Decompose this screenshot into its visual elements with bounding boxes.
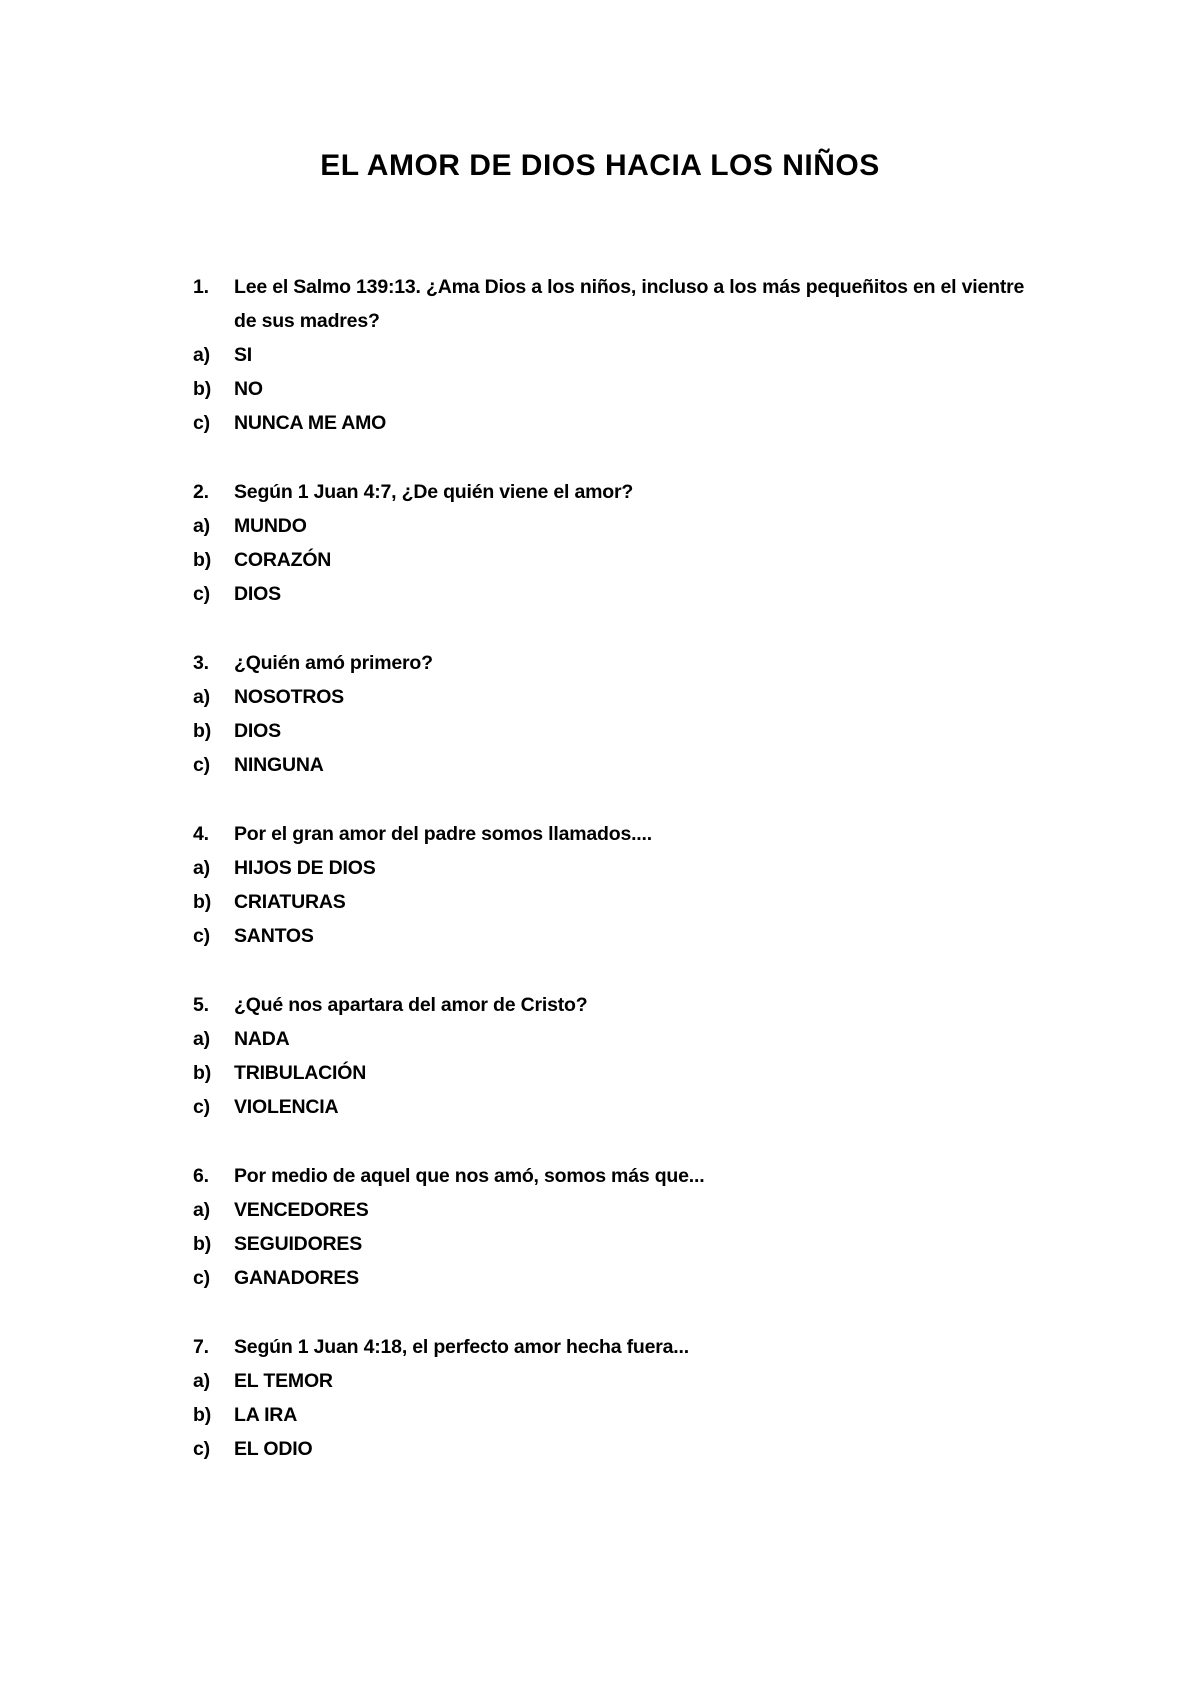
- option-line: [193, 919, 1050, 953]
- question-number: 1.: [193, 276, 209, 298]
- question-list: [0, 270, 1200, 1466]
- option-text: SANTOS: [234, 925, 314, 947]
- question-text: Por el gran amor del padre somos llamados....: [234, 823, 652, 845]
- question-text: Por medio de aquel que nos amó, somos más que...: [234, 1165, 705, 1187]
- question-block-4: [193, 817, 1050, 953]
- option-text: CORAZÓN: [234, 549, 332, 571]
- question-text: ¿Qué nos apartara del amor de Cristo?: [234, 994, 588, 1016]
- question-number: 5.: [193, 994, 209, 1016]
- option-text: NOSOTROS: [234, 686, 344, 708]
- question-block-3: [193, 646, 1050, 782]
- option-letter: b): [193, 720, 212, 742]
- question-line: [193, 817, 1050, 851]
- option-line: [193, 714, 1050, 748]
- option-text: NO: [234, 378, 263, 400]
- question-line: [193, 270, 1050, 338]
- question-number: 7.: [193, 1336, 209, 1358]
- option-line: [193, 1022, 1050, 1056]
- question-line: [193, 646, 1050, 680]
- question-block-6: [193, 1159, 1050, 1295]
- option-letter: c): [193, 412, 210, 434]
- question-number: 4.: [193, 823, 209, 845]
- option-line: [193, 1056, 1050, 1090]
- option-letter: b): [193, 1233, 212, 1255]
- question-text: Lee el Salmo 139:13. ¿Ama Dios a los niños, incluso a los más pequeñitos en el vientre de sus madres?: [234, 276, 1025, 332]
- option-letter: a): [193, 344, 210, 366]
- option-letter: a): [193, 1199, 210, 1221]
- option-text: NUNCA ME AMO: [234, 412, 387, 434]
- option-text: SI: [234, 344, 253, 366]
- option-text: TRIBULACIÓN: [234, 1062, 367, 1084]
- option-text: LA IRA: [234, 1404, 298, 1426]
- option-text: GANADORES: [234, 1267, 359, 1289]
- option-text: CRIATURAS: [234, 891, 346, 913]
- option-line: [193, 543, 1050, 577]
- question-number: 6.: [193, 1165, 209, 1187]
- option-line: [193, 509, 1050, 543]
- question-text: ¿Quién amó primero?: [234, 652, 433, 674]
- option-text: HIJOS DE DIOS: [234, 857, 376, 879]
- option-letter: b): [193, 891, 212, 913]
- option-letter: c): [193, 1438, 210, 1460]
- question-block-2: [193, 475, 1050, 611]
- option-line: [193, 885, 1050, 919]
- option-text: MUNDO: [234, 515, 307, 537]
- option-letter: b): [193, 549, 212, 571]
- option-letter: a): [193, 857, 210, 879]
- option-line: [193, 851, 1050, 885]
- question-line: [193, 1159, 1050, 1193]
- option-text: EL ODIO: [234, 1438, 313, 1460]
- question-block-1: [193, 270, 1050, 440]
- option-line: [193, 1432, 1050, 1466]
- option-text: NINGUNA: [234, 754, 324, 776]
- option-line: [193, 1193, 1050, 1227]
- option-letter: c): [193, 1267, 210, 1289]
- option-line: [193, 577, 1050, 611]
- option-letter: a): [193, 515, 210, 537]
- option-letter: b): [193, 378, 212, 400]
- option-line: [193, 372, 1050, 406]
- option-text: EL TEMOR: [234, 1370, 333, 1392]
- option-letter: c): [193, 1096, 210, 1118]
- option-line: [193, 680, 1050, 714]
- option-text: DIOS: [234, 583, 281, 605]
- option-line: [193, 1398, 1050, 1432]
- option-line: [193, 748, 1050, 782]
- question-line: [193, 1330, 1050, 1364]
- question-line: [193, 475, 1050, 509]
- option-line: [193, 338, 1050, 372]
- question-block-7: [193, 1330, 1050, 1466]
- option-text: DIOS: [234, 720, 281, 742]
- question-block-5: [193, 988, 1050, 1124]
- question-line: [193, 988, 1050, 1022]
- question-text: Según 1 Juan 4:18, el perfecto amor hecha fuera...: [234, 1336, 689, 1358]
- option-line: [193, 1090, 1050, 1124]
- option-letter: c): [193, 583, 210, 605]
- option-text: SEGUIDORES: [234, 1233, 363, 1255]
- option-line: [193, 406, 1050, 440]
- question-text: Según 1 Juan 4:7, ¿De quién viene el amor?: [234, 481, 634, 503]
- option-letter: c): [193, 754, 210, 776]
- option-letter: a): [193, 686, 210, 708]
- option-letter: c): [193, 925, 210, 947]
- option-text: NADA: [234, 1028, 290, 1050]
- option-text: VIOLENCIA: [234, 1096, 339, 1118]
- option-text: VENCEDORES: [234, 1199, 369, 1221]
- option-letter: b): [193, 1404, 212, 1426]
- option-line: [193, 1364, 1050, 1398]
- option-letter: a): [193, 1028, 210, 1050]
- option-letter: b): [193, 1062, 212, 1084]
- question-number: 3.: [193, 652, 209, 674]
- question-number: 2.: [193, 481, 209, 503]
- page-title: EL AMOR DE DIOS HACIA LOS NIÑOS: [320, 149, 880, 182]
- option-line: [193, 1227, 1050, 1261]
- option-line: [193, 1261, 1050, 1295]
- option-letter: a): [193, 1370, 210, 1392]
